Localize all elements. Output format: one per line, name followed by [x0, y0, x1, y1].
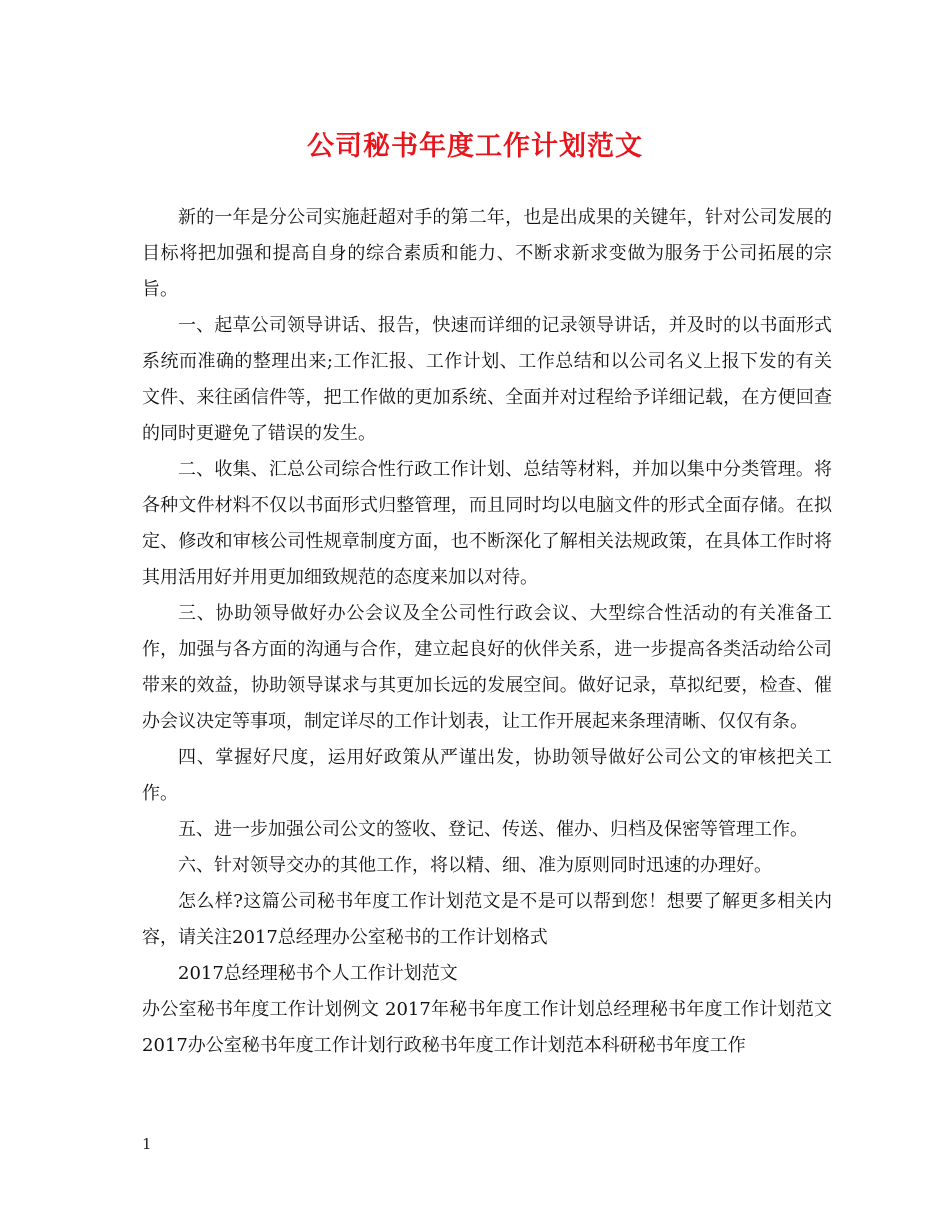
paragraph-closing: 怎么样?这篇公司秘书年度工作计划范文是不是可以帮到您！想要了解更多相关内容，请关注2017总经理办公室秘书的工作计划格式 [142, 891, 832, 948]
paragraph-item-6: 六、针对领导交办的其他工作，将以精、细、准为原则同时迅速的办理好。 [178, 855, 772, 876]
paragraph-item-2: 二、收集、汇总公司综合性行政工作计划、总结等材料，并加以集中分类管理。将各种文件材料不仅以书面形式归整管理，而且同时均以电脑文件的形式全面存储。在拟定、修改和审核公司性规章制度方面，也不断深化了解相关法规政策，在具体工作时将其用活用好并用更加细致规范的态度来加以对待。 [142, 459, 832, 588]
document-body [142, 200, 832, 1064]
related-links: 办公室秘书年度工作计划例文 2017年秘书年度工作计划总经理秘书年度工作计划范文 2017办公室秘书年度工作计划行政秘书年度工作计划范本科研秘书年度工作 [142, 999, 832, 1056]
paragraph-item-1: 一、起草公司领导讲话、报告，快速而详细的记录领导讲话，并及时的以书面形式系统而准确的整理出来;工作汇报、工作计划、工作总结和以公司名义上报下发的有关文件、来往函信件等，把工作做的更加系统、全面并对过程给予详细记载，在方便回查的同时更避免了错误的发生。 [142, 315, 832, 444]
page-number: 1 [142, 1135, 152, 1153]
document-title: 公司秘书年度工作计划范文 [307, 131, 643, 162]
related-title: 2017总经理秘书个人工作计划范文 [178, 963, 458, 984]
paragraph-intro: 新的一年是分公司实施赶超对手的第二年，也是出成果的关键年，针对公司发展的目标将把加强和提高自身的综合素质和能力、不断求新求变做为服务于公司拓展的宗旨。 [142, 207, 832, 300]
paragraph-item-4: 四、掌握好尺度，运用好政策从严谨出发，协助领导做好公司公文的审核把关工作。 [142, 747, 832, 804]
paragraph-item-3: 三、协助领导做好办公会议及全公司性行政会议、大型综合性活动的有关准备工作，加强与各方面的沟通与合作，建立起良好的伙伴关系，进一步提高各类活动给公司带来的效益，协助领导谋求与其更加长远的发展空间。做好记录，草拟纪要，检查、催办会议决定等事项，制定详尽的工作计划表，让工作开展起来条理清晰、仅仅有条。 [142, 603, 832, 732]
paragraph-item-5: 五、进一步加强公司公文的签收、登记、传送、催办、归档及保密等管理工作。 [178, 819, 808, 840]
